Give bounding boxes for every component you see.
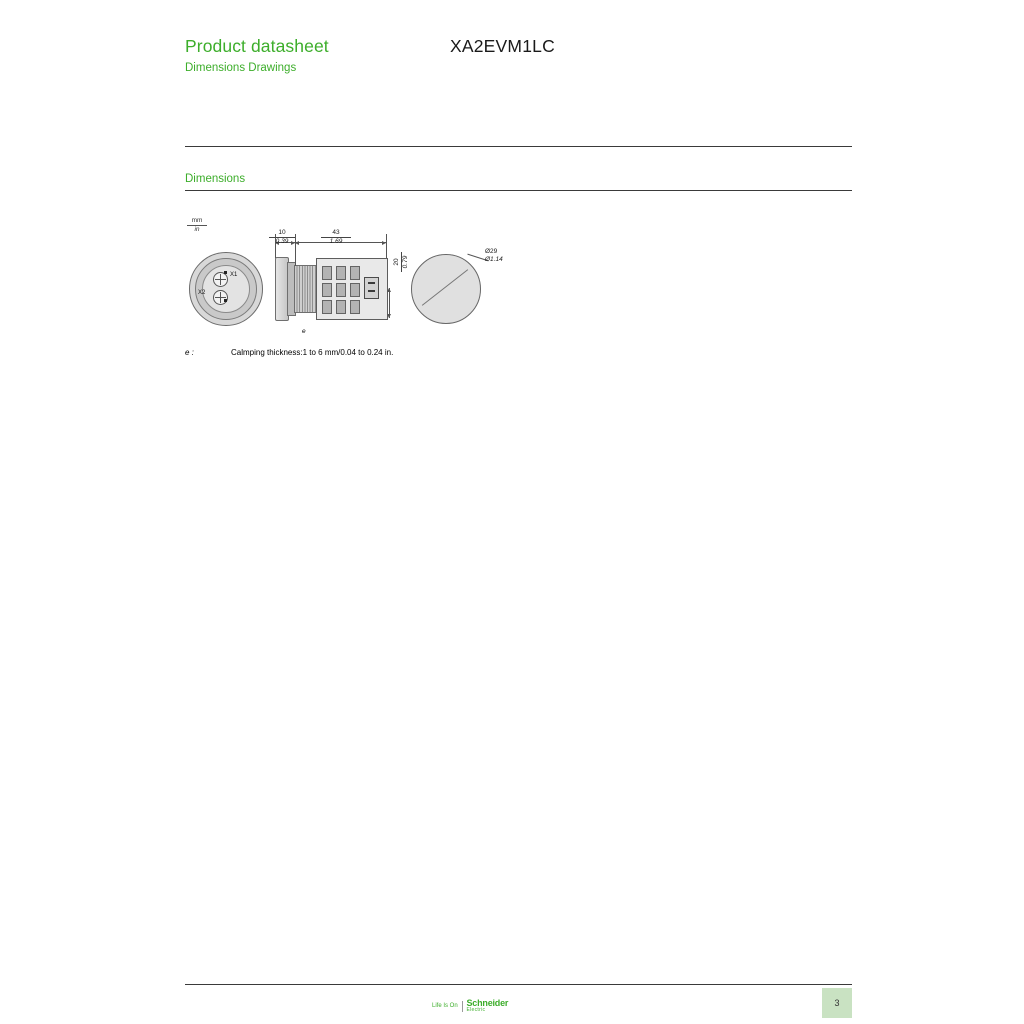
logo-separator xyxy=(462,1001,463,1012)
brand-name xyxy=(466,999,508,1013)
dimension-label-height: 20 0.79 xyxy=(393,252,410,272)
terminal-marker-bottom xyxy=(224,299,227,302)
extension-line xyxy=(295,234,296,266)
housing-slot xyxy=(336,266,346,280)
housing-slot xyxy=(336,283,346,297)
section-heading-dimensions: Dimensions xyxy=(185,173,246,185)
brand-logo xyxy=(432,999,508,1013)
page-subtitle: Dimensions Drawings xyxy=(185,62,297,74)
dimension-label-depth: 10 0.39 xyxy=(269,229,295,246)
dimension-label-diameter: Ø29 Ø1.14 xyxy=(485,248,503,263)
terminal-label-x1: X1 xyxy=(230,272,238,278)
housing-slot xyxy=(322,283,332,297)
threaded-barrel xyxy=(294,265,318,313)
dimension-line-20 xyxy=(389,288,390,318)
unit-imperial: in xyxy=(194,226,200,234)
housing-slot xyxy=(322,300,332,314)
note-text: Calmping thickness:1 to 6 mm/0.04 to 0.24 in. xyxy=(231,348,394,357)
housing-slot xyxy=(350,300,360,314)
terminal-label-x2: X2 xyxy=(198,290,206,296)
housing-slot xyxy=(336,300,346,314)
housing-slot-grid xyxy=(322,266,362,312)
housing-slot xyxy=(350,266,360,280)
brand-name-line1: Schneider xyxy=(466,998,509,1008)
dimension-label-length: 43 1.69 xyxy=(321,229,351,246)
housing-slot xyxy=(350,283,360,297)
section-divider xyxy=(185,190,852,191)
brand-name-line2: Electric xyxy=(466,1007,486,1013)
page-title: Product datasheet xyxy=(185,36,329,56)
unit-legend xyxy=(187,217,207,234)
dimensions-drawing xyxy=(185,210,545,340)
housing-window xyxy=(364,277,379,299)
footer-divider xyxy=(185,984,852,985)
rear-terminal-view xyxy=(189,252,261,324)
page-number-badge: 3 xyxy=(822,988,852,1018)
unit-metric: mm xyxy=(187,217,207,226)
note-key: e : xyxy=(185,348,194,357)
body-housing xyxy=(316,258,388,320)
terminal-screw-x1 xyxy=(213,272,228,287)
terminal-screw-x2 xyxy=(213,290,228,305)
header-divider xyxy=(185,146,852,147)
terminal-marker-top xyxy=(224,271,227,274)
leader-label-e: e xyxy=(302,328,306,335)
front-head-view xyxy=(411,254,479,322)
head-disc xyxy=(411,254,481,324)
product-reference: XA2EVM1LC xyxy=(450,36,555,56)
housing-slot xyxy=(322,266,332,280)
brand-tagline: Life Is On xyxy=(432,1003,458,1009)
extension-line xyxy=(386,234,387,258)
